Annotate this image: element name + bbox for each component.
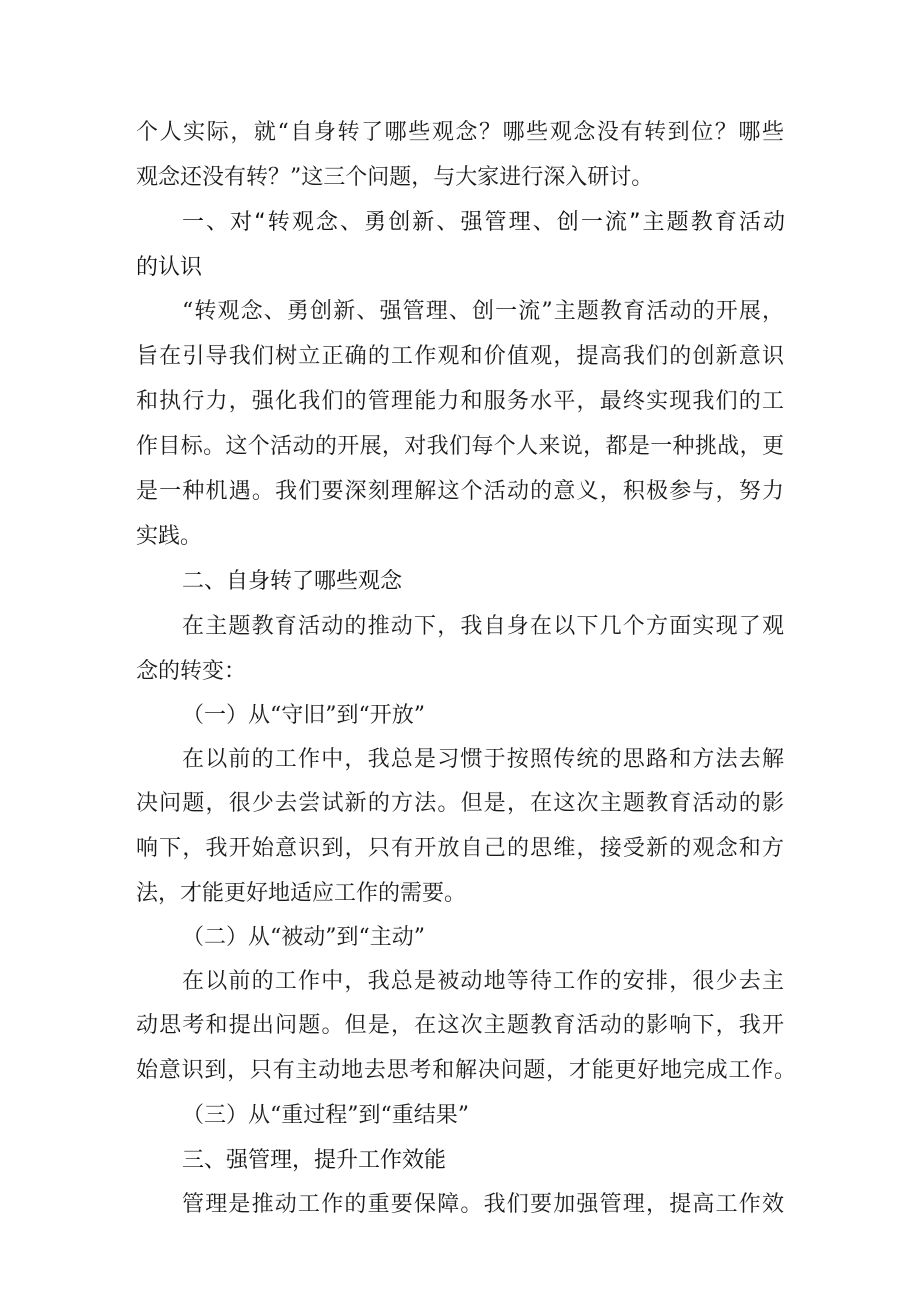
paragraph-line: “转观念、勇创新、强管理、创一流”主题教育活动的开展， [182, 299, 784, 324]
subsection-heading: （三）从“重过程”到“重结果” [182, 1103, 469, 1128]
paragraph-line: 在以前的工作中，我总是习惯于按照传统的思路和方法去解 [182, 747, 784, 772]
paragraph-line: 法，才能更好地适应工作的需要。 [136, 881, 467, 906]
paragraph-line: 是一种机遇。我们要深刻理解这个活动的意义，积极参与，努力 [136, 479, 784, 504]
subsection-heading: （二）从“被动”到“主动” [182, 925, 425, 950]
section-heading: 一、对“转观念、勇创新、强管理、创一流”主题教育活动 [182, 210, 785, 235]
paragraph-line: 在主题教育活动的推动下，我自身在以下几个方面实现了观 [182, 614, 784, 639]
paragraph-line: 决问题，很少去尝试新的方法。但是，在这次主题教育活动的影 [136, 791, 784, 816]
subsection-heading: （一）从“守旧”到“开放” [182, 703, 425, 728]
paragraph-line: 动思考和提出问题。但是，在这次主题教育活动的影响下，我开 [136, 1013, 784, 1038]
paragraph-line: 实践。 [136, 524, 203, 549]
paragraph-line: 和执行力，强化我们的管理能力和服务水平，最终实现我们的工 [136, 389, 784, 414]
paragraph-line: 在以前的工作中，我总是被动地等待工作的安排，很少去主 [182, 969, 784, 994]
section-heading: 三、强管理，提升工作效能 [182, 1148, 447, 1173]
paragraph-line: 旨在引导我们树立正确的工作观和价值观，提高我们的创新意识 [136, 344, 784, 369]
paragraph-line: 念的转变： [136, 659, 247, 684]
paragraph-line: 管理是推动工作的重要保障。我们要加强管理，提高工作效 [182, 1192, 784, 1217]
paragraph-line: 作目标。这个活动的开展，对我们每个人来说，都是一种挑战，更 [136, 434, 784, 459]
paragraph-line: 个人实际，就“自身转了哪些观念？哪些观念没有转到位？哪些 [136, 120, 784, 145]
section-heading: 二、自身转了哪些观念 [182, 569, 403, 594]
paragraph-line: 始意识到，只有主动地去思考和解决问题，才能更好地完成工作。 [136, 1058, 796, 1083]
paragraph-line: 观念还没有转？”这三个问题，与大家进行深入研讨。 [136, 165, 654, 190]
section-heading: 的认识 [136, 255, 203, 280]
paragraph-line: 响下，我开始意识到，只有开放自己的思维，接受新的观念和方 [136, 836, 784, 861]
